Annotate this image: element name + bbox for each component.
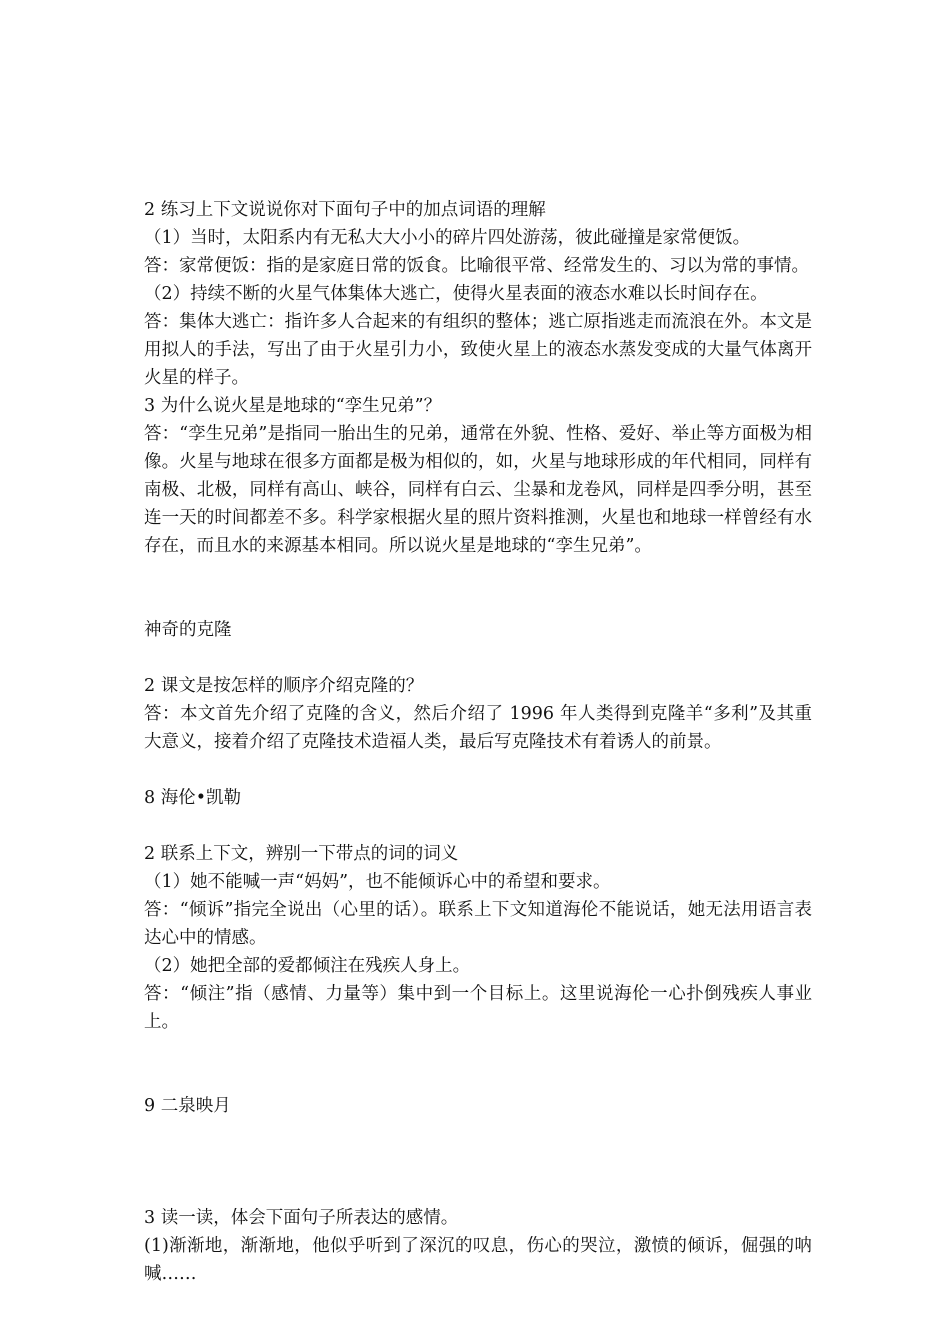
question-mars-3: 3 为什么说火星是地球的“孪生兄弟”？ — [144, 396, 442, 416]
question-mars-2-1: （1）当时，太阳系内有无私大大小小的碎片四处游荡，彼此碰撞是家常便饭。 — [144, 228, 751, 248]
question-erquan-3: 3 读一读，体会下面句子所表达的感情。 — [144, 1208, 459, 1228]
section-title-erquan: 9 二泉映月 — [144, 1096, 231, 1116]
question-erquan-3-1: (1)渐渐地，渐渐地，他似乎听到了深沉的叹息，伤心的哭泣，激愤的倾诉，倔强的呐喊…… — [144, 1236, 812, 1284]
document-body — [144, 196, 812, 1288]
question-helen-2-1: （1）她不能喊一声“妈妈”，也不能倾诉心中的希望和要求。 — [144, 872, 611, 892]
question-clone-2: 2 课文是按怎样的顺序介绍克隆的？ — [144, 676, 424, 696]
answer-mars-2-2: 答：集体大逃亡：指许多人合起来的有组织的整体；逃亡原指逃走而流浪在外。本文是用拟人的手法，写出了由于火星引力小，致使火星上的液态水蒸发变成的大量气体离开火星的样子。 — [144, 312, 812, 388]
spacer — [144, 756, 812, 784]
section-title-helen: 8 海伦•凯勒 — [144, 788, 242, 808]
spacer — [144, 560, 812, 616]
question-mars-2-2: （2）持续不断的火星气体集体大逃亡，使得火星表面的液态水难以长时间存在。 — [144, 284, 768, 304]
spacer — [144, 812, 812, 840]
section-title-clone: 神奇的克隆 — [144, 620, 232, 640]
spacer — [144, 1036, 812, 1092]
answer-clone-2: 答：本文首先介绍了克隆的含义，然后介绍了 1996 年人类得到克隆羊“多利”及其重大意义，接着介绍了克隆技术造福人类，最后写克隆技术有着诱人的前景。 — [144, 704, 812, 752]
question-helen-2: 2 联系上下文，辨别一下带点的词的词义 — [144, 844, 459, 864]
spacer — [144, 1120, 812, 1204]
question-mars-2: 2 练习上下文说说你对下面句子中的加点词语的理解 — [144, 200, 546, 220]
answer-helen-2-2: 答：“倾注”指（感情、力量等）集中到一个目标上。这里说海伦一心扑倒残疾人事业上。 — [144, 984, 812, 1032]
spacer — [144, 644, 812, 672]
answer-helen-2-1: 答：“倾诉”指完全说出（心里的话）。联系上下文知道海伦不能说话，她无法用语言表达心中的情感。 — [144, 900, 812, 948]
answer-mars-2-1: 答：家常便饭：指的是家庭日常的饭食。比喻很平常、经常发生的、习以为常的事情。 — [144, 256, 809, 276]
question-helen-2-2: （2）她把全部的爱都倾注在残疾人身上。 — [144, 956, 471, 976]
answer-mars-3: 答：“孪生兄弟”是指同一胎出生的兄弟，通常在外貌、性格、爱好、举止等方面极为相像。火星与地球在很多方面都是极为相似的，如，火星与地球形成的年代相同，同样有南极、北极，同样有高山、峡谷，同样有白云、尘暴和龙卷风，同样是四季分明，甚至连一天的时间都差不多。科学家根据火星的照片资料推测，火星也和地球一样曾经有水存在，而且水的来源基本相同。所以说火星是地球的“孪生兄弟”。 — [144, 424, 812, 556]
